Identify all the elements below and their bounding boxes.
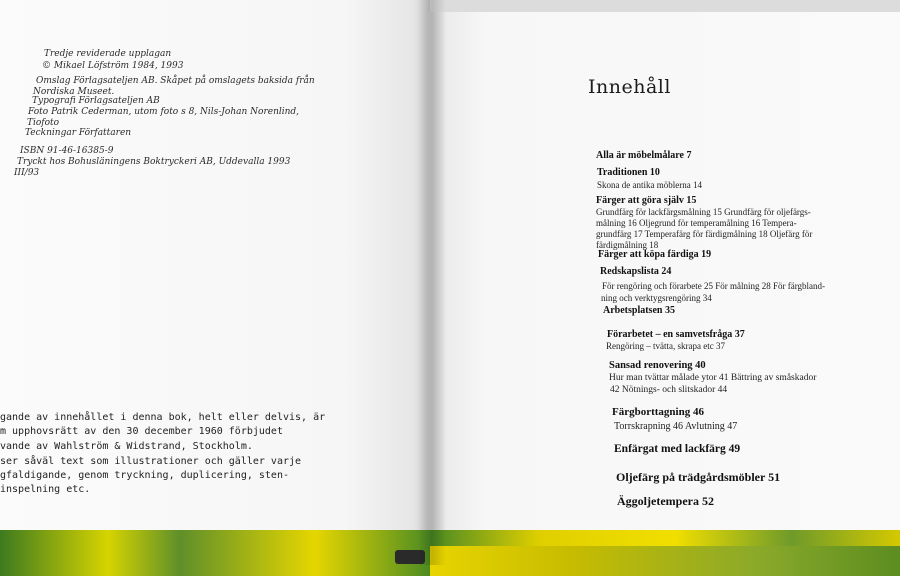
toc-subentry: ning och verktygsrengöring 34 xyxy=(601,293,712,303)
book-cover-bottom-right xyxy=(430,546,900,576)
book-gutter xyxy=(418,0,446,565)
toc-chapter: Alla är möbelmålare 7 xyxy=(596,150,692,161)
toc-chapter: Arbetsplatsen 35 xyxy=(603,305,675,316)
toc-chapter: Traditionen 10 xyxy=(597,167,660,178)
toc-chapter: Enfärgat med lackfärg 49 xyxy=(614,443,741,455)
toc-chapter: Förarbetet – en samvetsfråga 37 xyxy=(607,329,745,340)
toc-subentry: För rengöring och förarbete 25 För målning 28 För färgbland- xyxy=(602,281,826,291)
imprint-line: III/93 xyxy=(14,168,40,178)
toc-chapter: Redskapslista 24 xyxy=(600,266,672,277)
toc-chapter: Färger att göra själv 15 xyxy=(596,195,697,206)
copyright-line: gfaldigande, genom tryckning, duplicering, sten- xyxy=(0,470,289,481)
imprint-line: © Mikael Löfström 1984, 1993 xyxy=(42,61,184,71)
imprint-line: Omslag Förlagsateljen AB. Skåpet på omslagets baksida från xyxy=(36,76,315,86)
imprint-line: Tryckt hos Bohusläningens Boktryckeri AB, Uddevalla 1993 xyxy=(17,157,291,167)
toc-subentry: Grundfärg för lackfärgsmålning 15 Grundfärg för oljefärgs- xyxy=(596,207,811,217)
copyright-line: gande av innehållet i denna bok, helt eller delvis, är xyxy=(0,412,326,423)
toc-subentry: målning 16 Oljegrund för temperamålning 16 Tempera- xyxy=(596,218,797,228)
toc-subentry: Torrskrapning 46 Avlutning 47 xyxy=(614,421,738,432)
imprint-line: Tiofoto xyxy=(27,118,60,128)
toc-subentry: färdigmålning 18 xyxy=(596,240,659,250)
imprint-line: ISBN 91-46-16385-9 xyxy=(20,146,114,156)
copyright-line: vande av Wahlström & Widstrand, Stockholm. xyxy=(0,441,253,452)
toc-chapter: Färger att köpa färdiga 19 xyxy=(598,249,712,260)
toc-subentry: grundfärg 17 Temperafärg för färdigmålning 18 Oljefärg för xyxy=(596,229,813,239)
imprint-line: Tredje reviderade upplagan xyxy=(44,49,172,59)
imprint-line: Nordiska Museet. xyxy=(33,87,115,97)
imprint-line: Foto Patrik Cederman, utom foto s 8, Nils-Johan Norenlind, xyxy=(28,107,300,117)
toc-chapter: Färgborttagning 46 xyxy=(612,406,704,418)
toc-subentry: 42 Nötnings- och slitskador 44 xyxy=(610,385,728,395)
toc-chapter: Äggoljetempera 52 xyxy=(617,494,714,508)
toc-chapter: Sansad renovering 40 xyxy=(609,360,706,371)
toc-subentry: Rengöring – tvätta, skrapa etc 37 xyxy=(606,341,725,351)
imprint-line: Teckningar Författaren xyxy=(25,128,132,138)
toc-subentry: Skona de antika möblerna 14 xyxy=(597,180,702,190)
toc-title: Innehåll xyxy=(588,76,671,98)
toc-subentry: Hur man tvättar målade ytor 41 Bättring av småskador xyxy=(609,373,817,383)
copyright-line: m upphovsrätt av den 30 december 1960 förbjudet xyxy=(0,426,283,437)
imprint-line: Typografi Förlagsateljen AB xyxy=(32,96,160,106)
copyright-line: inspelning etc. xyxy=(0,484,91,495)
copyright-line: ser såväl text som illustrationer och gäller varje xyxy=(0,456,302,467)
toc-chapter: Oljefärg på trädgårdsmöbler 51 xyxy=(616,470,781,484)
